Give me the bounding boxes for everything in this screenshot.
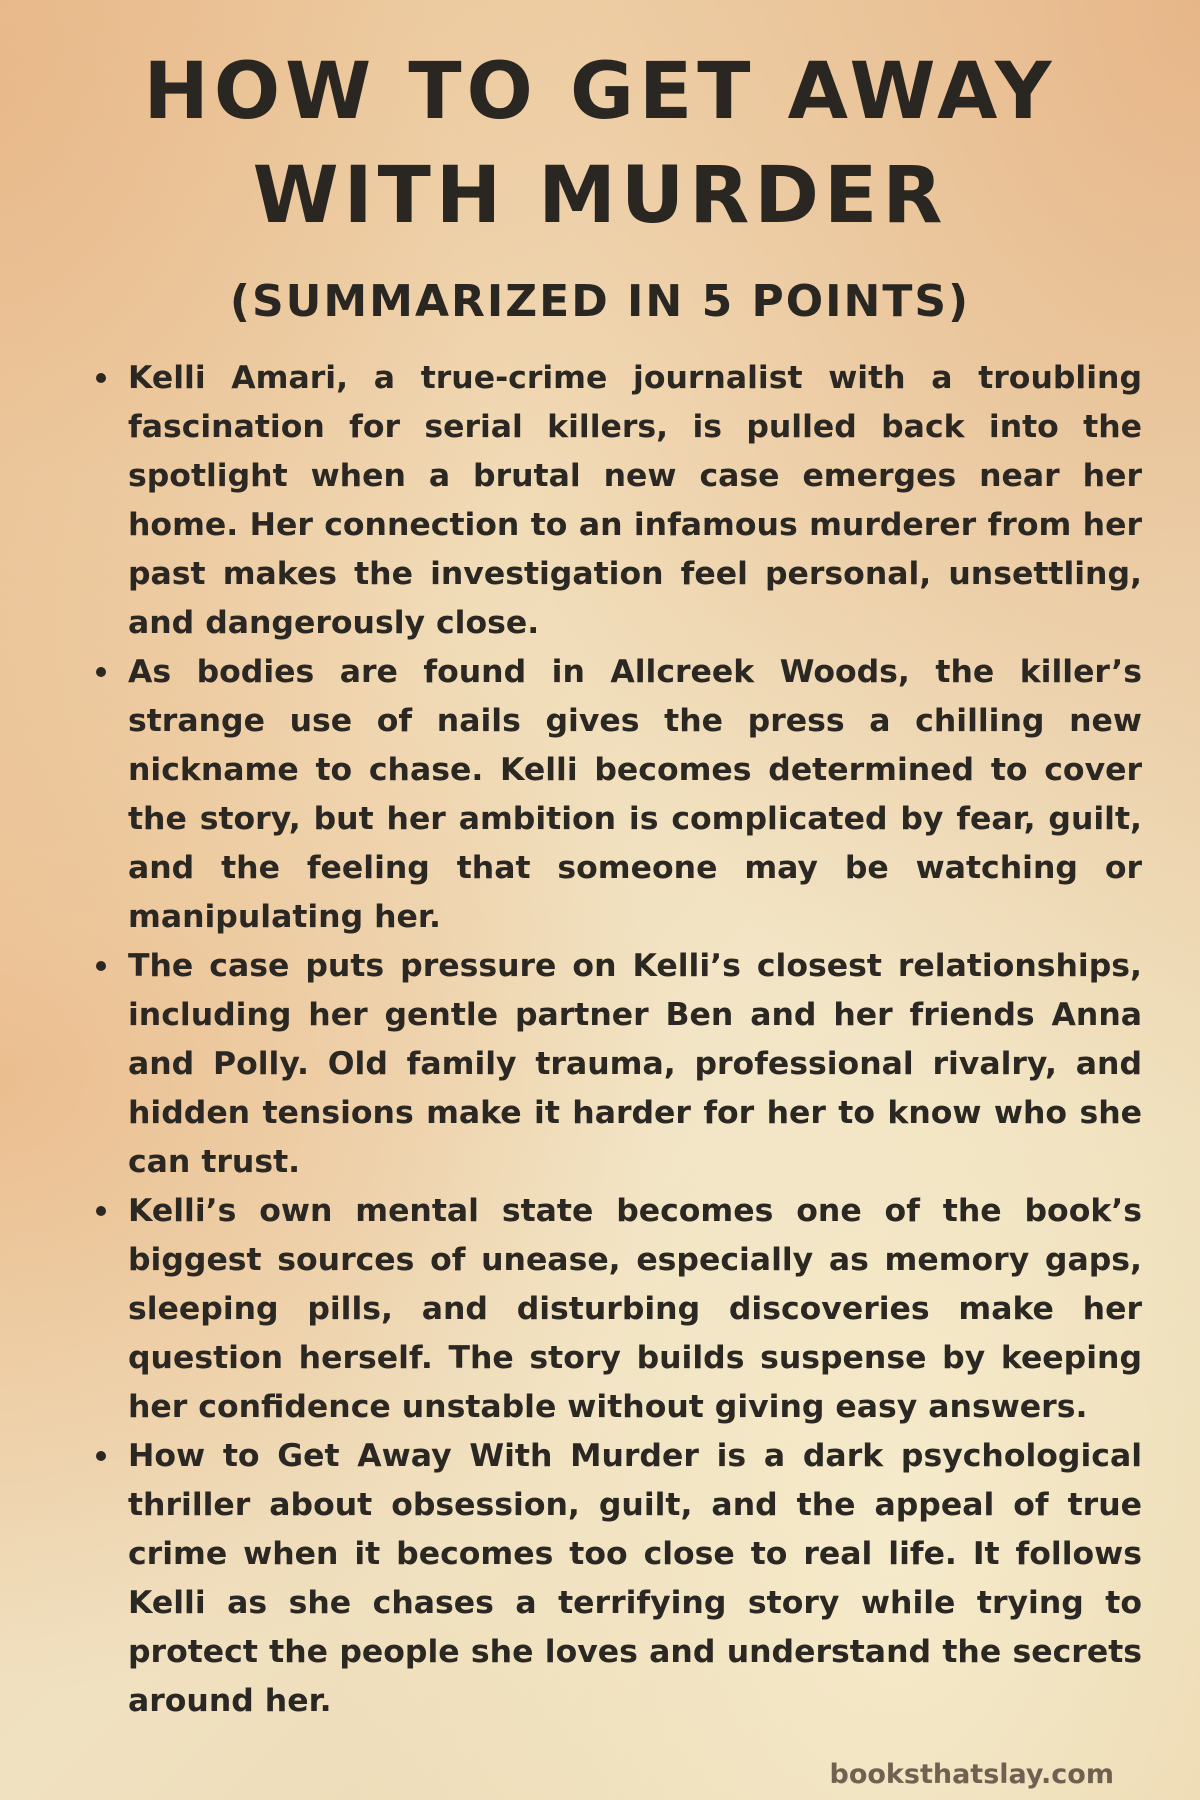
bullet-icon (96, 373, 106, 383)
summary-point-2 (90, 648, 1142, 942)
summary-point-5 (90, 1432, 1142, 1726)
summary-points-list (90, 354, 1142, 1726)
title-line-1: HOW TO GET AWAY (143, 47, 1057, 137)
summary-point-text: The case puts pressure on Kelli’s closest relationships, including her gentle partner Ben and her friends Anna and Polly. Old family trauma, professional rivalry, and hidden tensions make it harder for her to know who she can trust. (128, 948, 1142, 1180)
book-title (0, 40, 1200, 248)
bullet-icon (96, 1206, 106, 1216)
summary-point-1 (90, 354, 1142, 648)
summary-point-text: Kelli Amari, a true-crime journalist with a troubling fascination for serial killers, is pulled back into the spotlight when a brutal new case emerges near her home. Her connection to an infamous murderer from her past makes the investigation feel personal, unsettling, and dangerously close. (128, 360, 1142, 641)
summary-point-text: As bodies are found in Allcreek Woods, the killer’s strange use of nails gives the press a chilling new nickname to chase. Kelli becomes determined to cover the story, but her ambition is complicated by fear, guilt, and the feeling that someone may be watching or manipulating her. (128, 654, 1142, 935)
site-watermark: booksthatslay.com (829, 1759, 1114, 1790)
bullet-icon (96, 961, 106, 971)
title-line-2: WITH MURDER (252, 151, 948, 241)
summary-point-4 (90, 1187, 1142, 1432)
summary-point-text: Kelli’s own mental state becomes one of the book’s biggest sources of unease, especially as memory gaps, sleeping pills, and disturbing discoveries make her question herself. The story builds suspense by keeping her confidence unstable without giving easy answers. (128, 1193, 1142, 1425)
bullet-icon (96, 667, 106, 677)
summary-point-3 (90, 942, 1142, 1187)
subtitle: (SUMMARIZED IN 5 POINTS) (229, 276, 971, 327)
summary-point-text: How to Get Away With Murder is a dark psychological thriller about obsession, guilt, and the appeal of true crime when it becomes too close to real life. It follows Kelli as she chases a terrifying story while trying to protect the people she loves and understand the secrets around her. (128, 1438, 1142, 1719)
bullet-icon (96, 1451, 106, 1461)
